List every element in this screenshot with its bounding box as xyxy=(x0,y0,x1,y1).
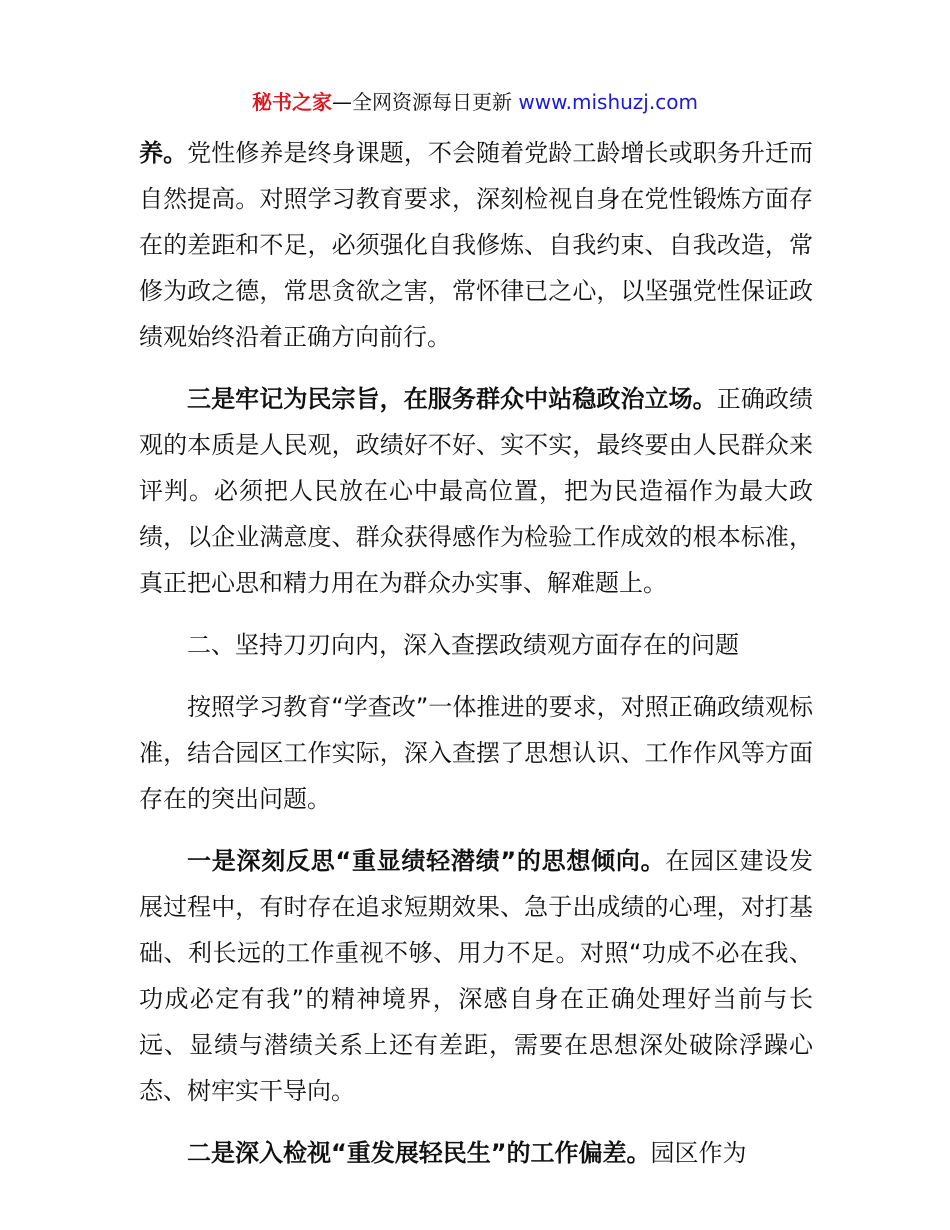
website-link[interactable]: www.mishuzj.com xyxy=(518,90,698,114)
paragraph-intro xyxy=(139,684,813,822)
paragraph-lead: 一是深刻反思“重显绩轻潜绩”的思想倾向。 xyxy=(187,847,666,875)
paragraph-text: 在园区建设发展过程中，有时存在追求短期效果、急于出成绩的心理，对打基础、利长远的工作重视不够、用力不足。对照“功成不必在我、功成必定有我”的精神境界，深感自身在正确处理好当前与长远、显绩与潜绩关系上还有差距，需要在思想深处破除浮躁心态、树牢实干导向。 xyxy=(139,847,814,1105)
paragraph-text: 按照学习教育“学查改”一体推进的要求，对照正确政绩观标准，结合园区工作实际，深入查摆了思想认识、工作作风等方面存在的突出问题。 xyxy=(139,693,813,813)
paragraph-text: 正确政绩观的本质是人民观，政绩好不好、实不实，最终要由人民群众来评判。必须把人民放在心中最高位置，把为民造福作为最大政绩，以企业满意度、群众获得感作为检验工作成效的根本标准，真正把心思和精力用在为群众办实事、解难题上。 xyxy=(139,385,814,597)
paragraph-text: 园区作为 xyxy=(650,1139,747,1167)
paragraph-point-one xyxy=(139,838,813,1114)
page-header xyxy=(0,88,950,116)
section-heading-text: 二、坚持刀刃向内，深入查摆政绩观方面存在的问题 xyxy=(187,631,739,659)
paragraph-point-three xyxy=(139,376,813,606)
document-body xyxy=(139,130,813,1192)
brand-name: 秘书之家 xyxy=(252,90,333,114)
section-heading xyxy=(139,622,813,668)
paragraph-lead: 养。 xyxy=(139,139,188,167)
paragraph-continuation xyxy=(139,130,813,360)
paragraph-lead: 三是牢记为民宗旨，在服务群众中站稳政治立场。 xyxy=(187,385,717,413)
paragraph-point-two xyxy=(139,1130,813,1176)
paragraph-text: 党性修养是终身课题，不会随着党龄工龄增长或职务升迁而自然提高。对照学习教育要求，深刻检视自身在党性锻炼方面存在的差距和不足，必须强化自我修炼、自我约束、自我改造，常修为政之德，常思贪欲之害，常怀律已之心，以坚强党性保证政绩观始终沿着正确方向前行。 xyxy=(139,139,814,351)
header-tagline: —全网资源每日更新 xyxy=(332,90,519,114)
paragraph-lead: 二是深入检视“重发展轻民生”的工作偏差。 xyxy=(187,1139,651,1167)
